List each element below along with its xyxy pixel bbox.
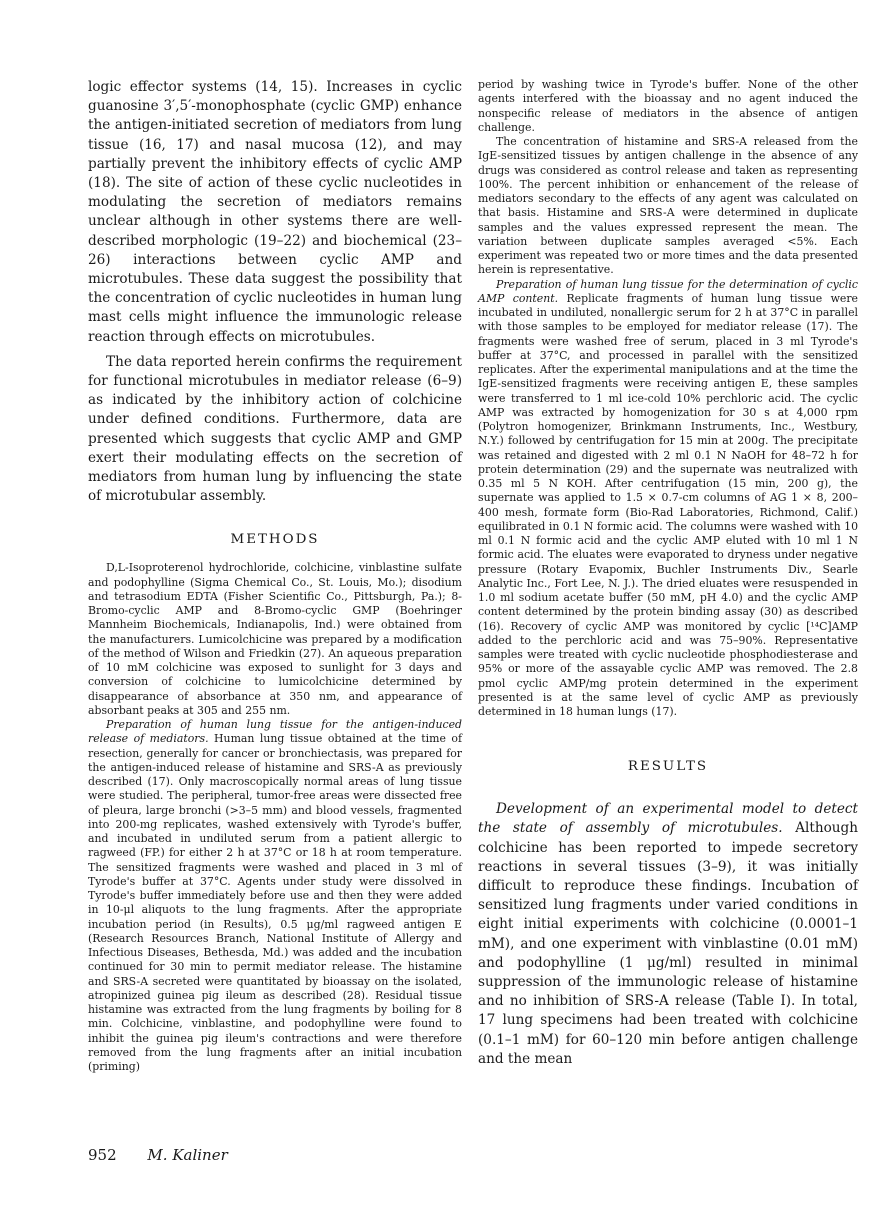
reagents-text: -Isoproterenol hydrochloride, colchicine, vinblastine sulfate and podophylline (Sigma Chemical Co., St. Louis, Mo.); disodium and tetrasodium EDTA (Fisher Scientific Co., Pittsburgh, Pa.); 8-Bromo-cyclic AMP and 8-Bromo-cyclic GMP (Boehringer Mannheim Biochemicals, Indianapolis, Ind.) were obtained from the manufacturers. Lumicolchicine was prepared by a modification of the method of Wilson and Friedkin (27). An aqueous preparation of 10 mM colchicine was exposed to sunlight for 3 days and conversion of colchicine to lumicolchicine determined by disappearance of absorbance at 350 nm, and appearance of absorbant peaks at 305 and 255 nm.: [88, 561, 462, 717]
cyclic-amp-text: Replicate fragments of human lung tissue were incubated in undiluted, nonallergic serum for 2 h at 37°C in parallel with those samples to be employed for mediator release (17). The fragments were washed free of serum, placed in 3 ml Tyrode's buffer at 37°C, and processed in parallel with the sensitized replicates. After the experimental manipulations and at the time the IgE-sensitized fragments were receiving antigen E, these samples were transferred to 1 ml ice-cold 10% perchloric acid. The cyclic AMP was extracted by homogenization for 30 s at 4,000 rpm (Polytron homogenizer, Brinkmann Instruments, Inc., Westbury, N.Y.) followed by centrifugation for 15 min at 200g. The precipitate was retained and digested with 2 ml 0.1 N NaOH for 48–72 h for protein determination (29) and the supernate was neutralized with 0.35 ml 5 N KOH. After centrifugation (15 min, 200 g), the supernate was applied to 1.5 × 0.7-cm columns of AG 1 × 8, 200–400 mesh, formate form (Bio-Rad Laboratories, Richmond, Calif.) equilibrated in 0.1 N formic acid. The columns were washed with 10 ml 0.1 N formic acid and the cyclic AMP eluted with 10 ml 1 N formic acid. The eluates were evaporated to dryness under negative pressure (Rotary Evapomix, Buchler Instruments Div., Searle Analytic Inc., Fort Lee, N. J.). The dried eluates were resuspended in 1.0 ml sodium acetate buffer (50 mM, pH 4.0) and the cyclic AMP content determined by the protein binding assay (30) as described (16). Recovery of cyclic AMP was monitored by cyclic [¹⁴C]AMP added to the perchloric acid and was 75–90%. Representative samples were treated with cyclic nucleotide phosphodiesterase and 95% or more of the assayable cyclic AMP was removed. The 2.8 pmol cyclic AMP/mg protein determined in the experiment presented is at the same level of cyclic AMP as previously determined in 18 human lungs (17).: [478, 291, 859, 718]
methods-paragraph-washing: period by washing twice in Tyrode's buffer. None of the other agents interfered with the bioassay and no agent induced the nonspecific release of mediators in the absence of antigen challenge.: [478, 78, 858, 134]
results-subtitle: Development of an experimental model to detect the state of assembly of microtubules.: [478, 801, 858, 837]
lung-prep-text: Human lung tissue obtained at the time of resection, generally for cancer or bronchiectasis, was prepared for the antigen-induced release of histamine and SRS-A as previously described (17). Only macroscopically normal areas of lung tissue were studied. The peripheral, tumor-free areas were dissected free of pleura, large bronchi (>3–5 mm) and blood vessels, fragmented into 200-mg replicates, washed extensively with Tyrode's buffer, and incubated in undiluted serum from a patient allergic to ragweed (FP.) for either 2 h at 37°C or 18 h at room temperature. The sensitized fragments were washed and placed in 3 ml of Tyrode's buffer at 37°C. Agents under study were dissolved in Tyrode's buffer immediately before use and then they were added in 10-μl aliquots to the lung fragments. After the appropriate incubation period (in Results), 0.5 μg/ml ragweed antigen E (Research Resources Branch, National Institute of Allergy and Infectious Diseases, Bethesda, Md.) was added and the incubation continued for 30 min to permit mediator release. The histamine and SRS-A secreted were quantitated by bioassay on the isolated, atropinized guinea pig ileum as described (28). Residual tissue histamine was extracted from the lung fragments by boiling for 8 min. Colchicine, vinblastine, and podophylline were found to inhibit the guinea pig ileum's contractions and were therefore removed from the lung fragments after an initial incubation (priming): [88, 732, 462, 1074]
results-paragraph-1: [478, 800, 858, 1069]
intro-paragraph-1: logic effector systems (14, 15). Increases in cyclic guanosine 3′,5′-monophosphate (cyclic GMP) enhance the antigen-initiated secretion of mediators from lung tissue (16, 17) and nasal mucosa (12), and may partially prevent the inhibitory effects of cyclic AMP (18). The site of action of these cyclic nucleotides in modulating the secretion of mediators remains unclear although in other systems there are well-described morphologic (19–22) and biochemical (23–26) interactions between cyclic AMP and microtubules. These data suggest the possibility that the concentration of cyclic nucleotides in human lung mast cells might influence the immunologic release reaction through effects on microtubules.: [88, 79, 462, 345]
methods-paragraph-lung-prep: [88, 718, 462, 1074]
page-footer: [88, 1146, 228, 1164]
methods-paragraph-reagents: [88, 561, 462, 718]
cyclic-amp-subtitle: Preparation of human lung tissue for the determination of cyclic AMP content.: [478, 277, 858, 305]
intro-paragraph-2: The data reported herein confirms the requirement for functional microtubules in mediator release (6–9) as indicated by the inhibitory action of colchicine under defined conditions. Furthermore, data are presented which suggests that cyclic AMP and GMP exert their modulating effects on the secretion of mediators from human lung by influencing the state of microtubular assembly.: [88, 353, 462, 505]
author-name: M. Kaliner: [147, 1146, 228, 1164]
results-heading: RESULTS: [627, 759, 709, 775]
page-number: 952: [88, 1146, 117, 1164]
right-column: [478, 78, 858, 1069]
methods-heading: METHODS: [230, 532, 320, 548]
results-text: Although colchicine has been reported to impede secretory reactions in several tissues (3–9), it was initially difficult to reproduce these findings. Incubation of sensitized lung fragments under varied conditions in eight initial experiments with colchicine (0.0001–1 mM), and one experiment with vinblastine (0.01 mM) and podophylline (1 μg/ml) resulted in minimal suppression of the immunologic release of histamine and no inhibition of SRS-A release (Table I). In total, 17 lung specimens had been treated with colchicine (0.1–1 mM) for 60–120 min before antigen challenge and the mean: [478, 820, 858, 1067]
methods-paragraph-control-release: The concentration of histamine and SRS-A released from the IgE-sensitized tissues by antigen challenge in the absence of any drugs was considered as control release and taken as representing 100%. The percent inhibition or enhancement of the release of mediators secondary to the effects of any agent was calculated on that basis. Histamine and SRS-A were determined in duplicate samples and the values expressed represent the mean. The variation between duplicate samples averaged <5%. Each experiment was repeated two or more times and the data presented herein is representative.: [478, 135, 858, 277]
dl-prefix: D,L: [106, 561, 126, 575]
methods-paragraph-cyclic-amp: [478, 278, 858, 720]
left-column: [88, 78, 462, 1074]
lung-prep-subtitle: Preparation of human lung tissue for the antigen-induced release of mediators.: [88, 718, 462, 746]
